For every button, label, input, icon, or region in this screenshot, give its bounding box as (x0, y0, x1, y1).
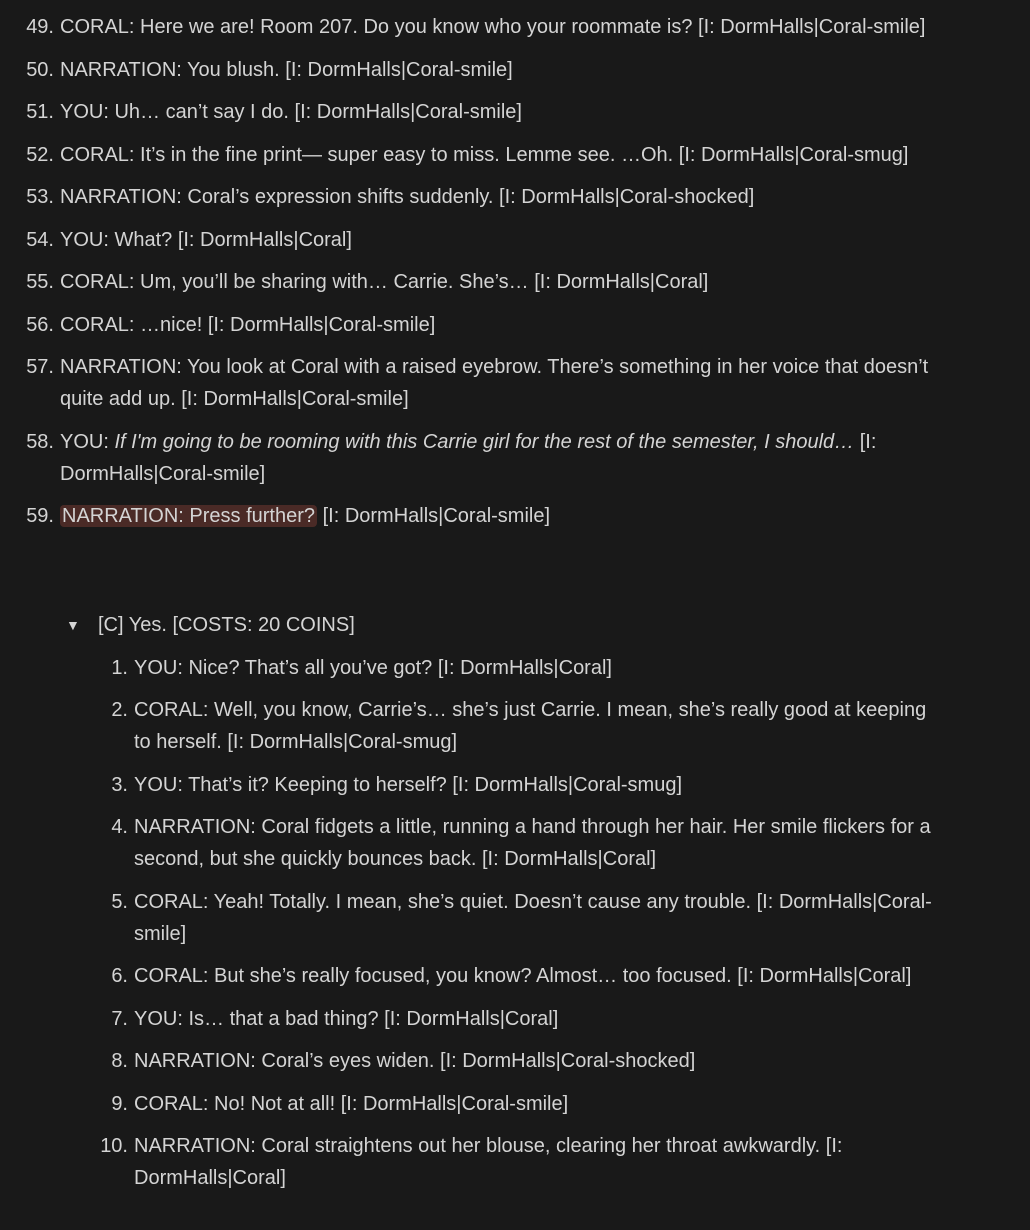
list-item-58 (0, 426, 1010, 490)
list-item (0, 1130, 1010, 1194)
script-list (0, 11, 1010, 543)
list-number: 1. (111, 656, 128, 679)
list-number: 59. (26, 505, 54, 527)
list-item (0, 1088, 1010, 1120)
list-number: 2. (111, 699, 128, 721)
line-text: YOU: Nice? That’s all you’ve got? [I: DormHalls|Coral] (134, 656, 612, 679)
list-item (0, 139, 1010, 171)
line-text: YOU: What? [I: DormHalls|Coral] (60, 228, 352, 251)
toggle-triangle-icon[interactable]: ▼ (66, 617, 80, 633)
line-text: CORAL: It’s in the fine print— super easy to miss. Lemme see. …Oh. [I: DormHalls|Coral-smug] (60, 143, 909, 166)
line-text: NARRATION: You blush. [I: DormHalls|Coral-smile] (60, 58, 513, 81)
highlighted-choice-prompt: NARRATION: Press further? (62, 505, 316, 527)
list-item (0, 96, 1010, 128)
list-number: 52. (26, 143, 54, 166)
list-number: 57. (26, 356, 54, 378)
branch-list (0, 652, 1010, 1205)
line-speaker: YOU: (60, 430, 115, 453)
list-number: 10. (100, 1135, 128, 1157)
line-text: CORAL: Yeah! Totally. I mean, she’s quiet. Doesn’t cause any trouble. [I: DormHalls|Coral-smile] (134, 890, 932, 945)
list-number: 9. (111, 1092, 128, 1115)
line-text: CORAL: But she’s really focused, you know? Almost… too focused. [I: DormHalls|Coral] (134, 965, 912, 987)
line-text: NARRATION: You look at Coral with a raised eyebrow. There’s something in her voice that doesn’t quite add up. [I: DormHalls|Coral-smile] (60, 356, 929, 410)
list-number: 51. (26, 101, 54, 123)
list-item (0, 1003, 1010, 1035)
line-italic-thought: If I'm going to be rooming with this Carrie girl for the rest of the semester, I should… (114, 430, 855, 453)
line-text: CORAL: No! Not at all! [I: DormHalls|Coral-smile] (134, 1092, 569, 1115)
list-number: 53. (26, 186, 54, 208)
list-item (0, 11, 1010, 43)
line-tag: [I: DormHalls|Coral-smile] (317, 505, 551, 527)
line-text: NARRATION: Coral fidgets a little, running a hand through her hair. Her smile flickers for a second, but she quickly bounces back. [I: DormHalls|Coral] (134, 816, 931, 870)
list-item (0, 811, 1010, 875)
list-item (0, 54, 1010, 86)
list-item (0, 652, 1010, 684)
list-number: 50. (26, 58, 54, 81)
list-number: 55. (26, 271, 54, 293)
list-number: 5. (111, 890, 128, 913)
list-number: 56. (26, 313, 54, 336)
list-item (0, 181, 1010, 213)
list-number: 49. (26, 16, 54, 38)
line-text: CORAL: Here we are! Room 207. Do you know who your roommate is? [I: DormHalls|Coral-smile] (60, 16, 926, 38)
list-number: 4. (111, 816, 128, 838)
list-item (0, 224, 1010, 256)
choice-toggle[interactable] (0, 609, 998, 641)
line-text: CORAL: Um, you’ll be sharing with… Carrie. She’s… [I: DormHalls|Coral] (60, 271, 709, 293)
list-number: 6. (111, 965, 128, 987)
list-number: 54. (26, 228, 54, 251)
list-number: 3. (111, 773, 128, 796)
line-tag: [I: DormHalls|Coral-smile] (60, 430, 877, 485)
list-item (0, 769, 1010, 801)
line-text: NARRATION: Coral’s expression shifts suddenly. [I: DormHalls|Coral-shocked] (60, 186, 755, 208)
list-item (0, 266, 1010, 298)
list-item-59 (0, 500, 1010, 532)
line-text: YOU: That’s it? Keeping to herself? [I: DormHalls|Coral-smug] (134, 773, 683, 796)
list-item (0, 694, 1010, 758)
line-text: CORAL: Well, you know, Carrie’s… she’s just Carrie. I mean, she’s really good at keeping to herself. [I: DormHalls|Coral-smug] (134, 699, 927, 753)
line-text: CORAL: …nice! [I: DormHalls|Coral-smile] (60, 313, 436, 336)
toggle-label: [C] Yes. [COSTS: 20 COINS] (98, 614, 355, 636)
list-item (0, 960, 1010, 992)
line-text: YOU: Is… that a bad thing? [I: DormHalls|Coral] (134, 1007, 559, 1030)
list-item (0, 351, 1010, 415)
list-item (0, 309, 1010, 341)
list-number: 58. (26, 430, 54, 453)
line-text: YOU: Uh… can’t say I do. [I: DormHalls|Coral-smile] (60, 101, 522, 123)
list-number: 8. (111, 1050, 128, 1072)
line-text: NARRATION: Coral straightens out her blouse, clearing her throat awkwardly. [I: DormHalls|Coral] (134, 1135, 843, 1189)
list-item (0, 886, 1010, 950)
list-number: 7. (111, 1007, 128, 1030)
list-item (0, 1045, 1010, 1077)
line-text: NARRATION: Coral’s eyes widen. [I: DormHalls|Coral-shocked] (134, 1050, 696, 1072)
